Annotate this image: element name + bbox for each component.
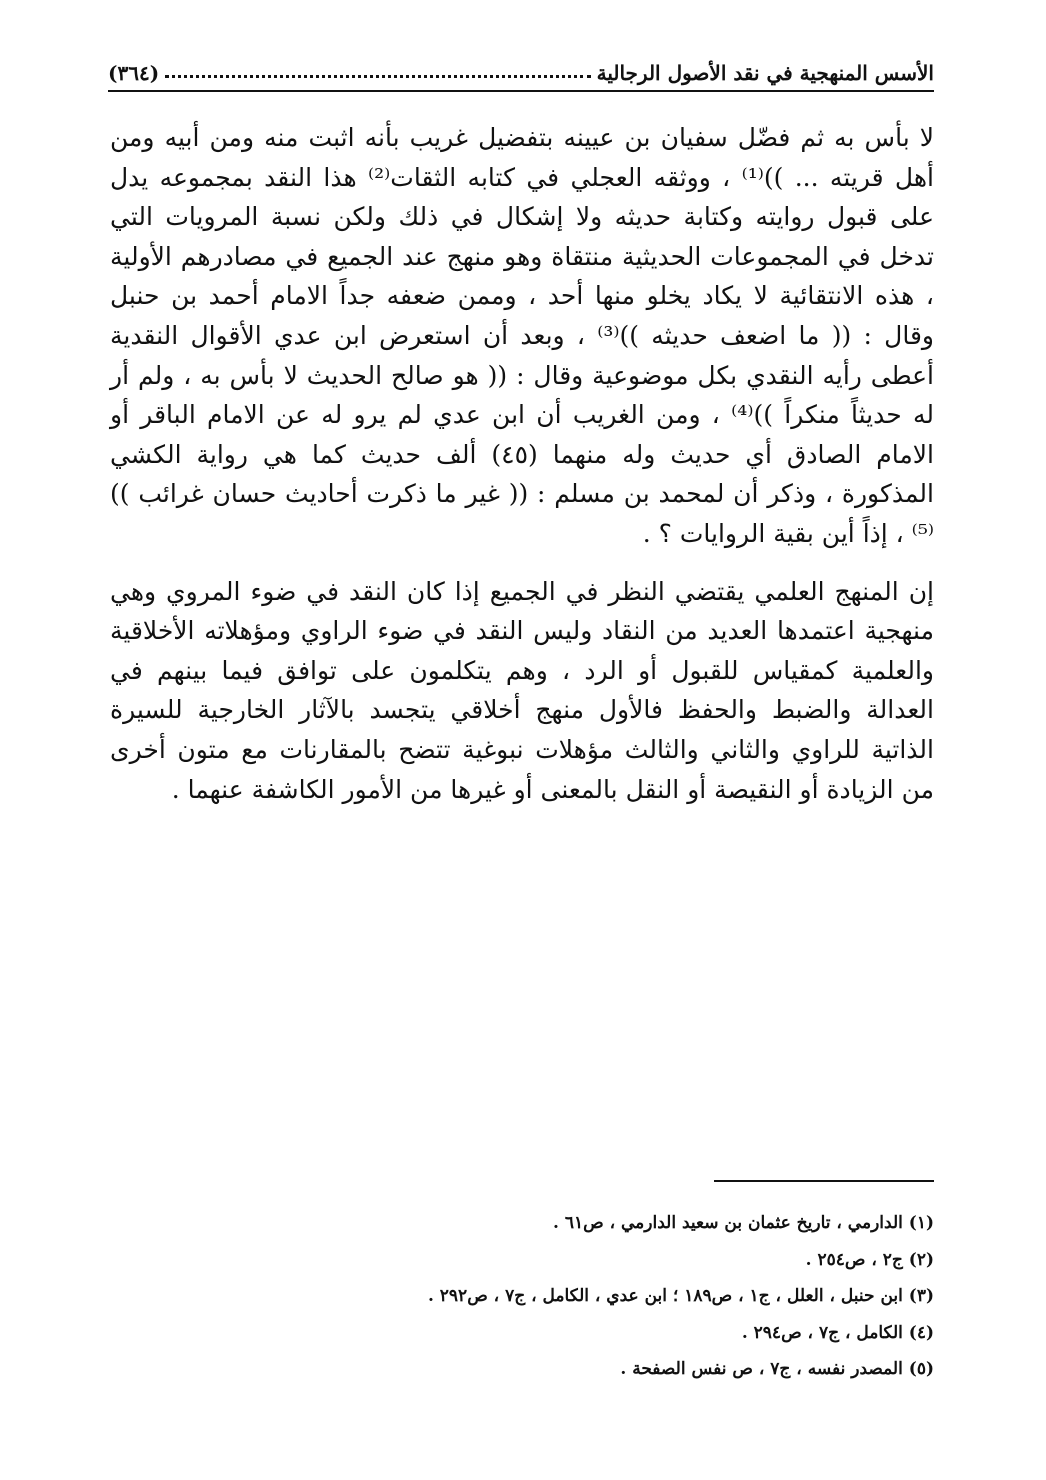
footnote-4: (٤) الكامل ، ج٧ ، ص٢٩٤ . xyxy=(741,1322,934,1343)
footnote-1: (١) الدارمي ، تاريخ عثمان بن سعيد الدارمي ، ص٦١ . xyxy=(553,1213,934,1233)
header-dot-leader xyxy=(165,75,590,78)
main-text xyxy=(110,118,934,809)
footnote-separator xyxy=(714,1180,934,1182)
paragraph-2: إن المنهج العلمي يقتضي النظر في الجميع إذا كان النقد في ضوء المروي وهي منهجية اعتمدها العديد من النقاد وليس النقد في ضوء الراوي ومؤهلاته الأخلاقية والعلمية كمقياس للقبول أو الرد ، وهم يتكلمون على توافق فيما بينهم في العدالة والضبط والحفظ فالأول منهج أخلاقي يتجسد بالآثار الخارجية للسيرة الذاتية للراوي والثاني والثالث مؤهلات نبوغية تتضح بالمقارنات مع متون أخرى من الزيادة أو النقيصة أو النقل بالمعنى أو غيرها من الأمور الكاشفة عنهما . xyxy=(110,576,934,804)
footnote-2: (٢) ج٢ ، ص٢٥٤ . xyxy=(805,1249,934,1270)
footnote-3: (٣) ابن حنبل ، العلل ، ج١ ، ص١٨٩ ؛ ابن عدي ، الكامل ، ج٧ ، ص٢٩٢ . xyxy=(427,1286,934,1306)
paragraph-1: لا بأس به ثم فضّل سفيان بن عيينه بتفضيل غريب بأنه اثبت منه ومن أبيه ومن أهل قريته ... ))⁽¹⁾ ، ووثقه العجلي في كتابه الثقات⁽²⁾ هذا النقد بمجموعه يدل على قبول روايته وكتابة حديثه ولا إشكال في ذلك ولكن نسبة المرويات التي تدخل في المجموعات الحديثية منتقاة وهو منهج عند الجميع في مصادرهم الأولية ، هذه الانتقائية لا يكاد يخلو منها أحد ، وممن ضعفه جداً الامام أحمد بن حنبل وقال : (( ما اضعف حديثه ))⁽³⁾ ، وبعد أن استعرض ابن عدي الأقوال النقدية أعطى رأيه النقدي بكل موضوعية وقال : (( هو صالح الحديث لا بأس به ، ولم أر له حديثاً منكراً ))⁽⁴⁾ ، ومن الغريب أن ابن عدي لم يرو له عن الامام الباقر أو الامام الصادق أي حديث وله منهما (٤٥) ألف حديث كما هي رواية الكشي المذكورة ، وذكر أن لمحمد بن مسلم : (( غير ما ذكرت أحاديث حسان غرائب ))⁽⁵⁾ ، إذاً أين بقية الروايات ؟ . xyxy=(110,123,934,548)
footnotes xyxy=(110,1205,934,1388)
page-number: (٣٦٤) xyxy=(108,61,160,85)
header-rule xyxy=(108,90,934,92)
running-header xyxy=(108,52,934,86)
footnote-5: (٥) المصدر نفسه ، ج٧ ، ص نفس الصفحة . xyxy=(620,1359,934,1379)
running-header-title: الأسس المنهجية في نقد الأصول الرجالية xyxy=(596,61,934,85)
